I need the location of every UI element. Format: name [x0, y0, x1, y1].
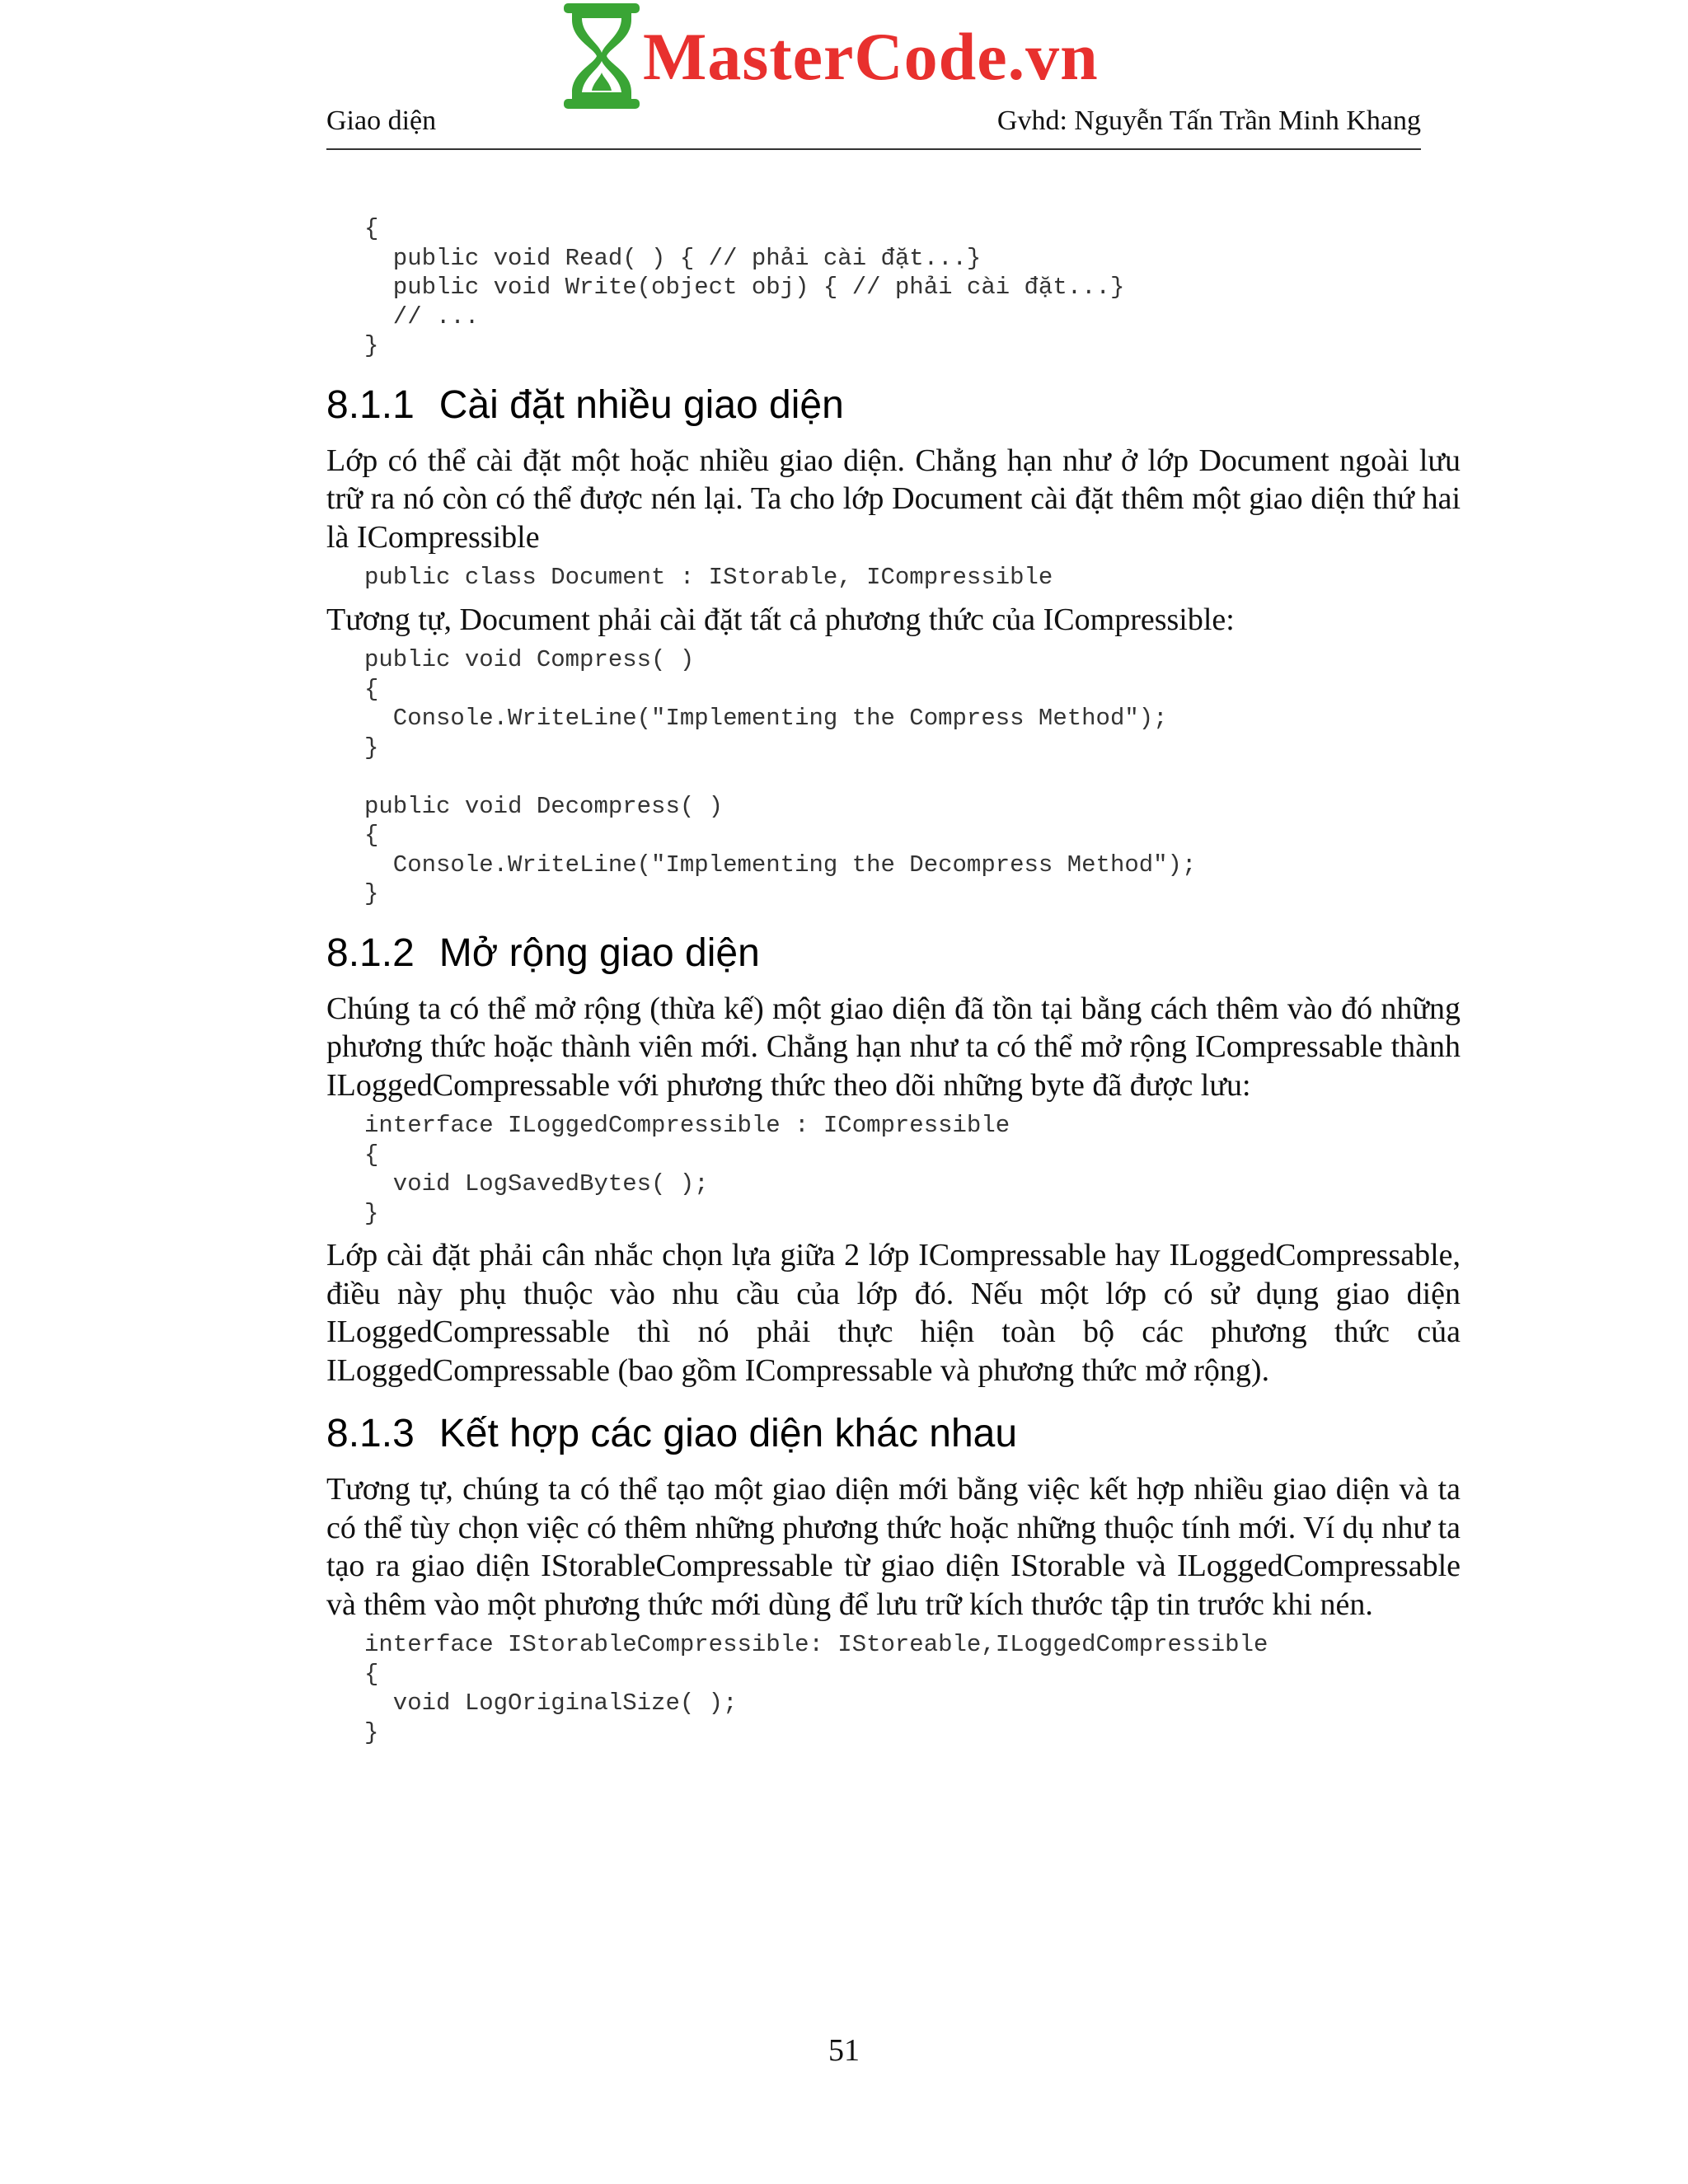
code-block: interface IStorableCompressible: IStoreable,ILoggedCompressible { void LogOriginalSize( ); } — [364, 1631, 1268, 1746]
paragraph: Tương tự, chúng ta có thể tạo một giao diện mới bằng việc kết hợp nhiều giao diện và ta có thể tùy chọn việc có thêm những phương thức hoặc những thuộc tính mới. Ví dụ như ta tạo ra giao diện IStorableCompressable từ giao diện IStorable và ILoggedCompressable và thêm vào một phương thức mới dùng để lưu trữ kích thước tập tin trước khi nén. — [326, 1472, 1461, 1622]
hourglass-icon — [560, 2, 643, 110]
code-block: public class Document : IStorable, ICompressible — [364, 564, 1053, 591]
paragraph: Lớp có thể cài đặt một hoặc nhiều giao diện. Chẳng hạn như ở lớp Document ngoài lưu trữ ra nó còn có thể được nén lại. Ta cho lớp Document cài đặt thêm một giao diện thứ hai là ICompressible — [326, 443, 1461, 555]
section-heading-8-1-3 — [326, 1409, 1461, 1459]
section-heading-8-1-1 — [326, 381, 1461, 430]
paragraph: Chúng ta có thể mở rộng (thừa kế) một giao diện đã tồn tại bằng cách thêm vào đó những phương thức hoặc thành viên mới. Chẳng hạn như ta có thể mở rộng ICompressable thành ILoggedCompressable với phương thức theo dõi những byte đã được lưu: — [326, 991, 1461, 1103]
code-block: interface ILoggedCompressible : ICompressible { void LogSavedBytes( ); } — [364, 1112, 1010, 1227]
section-number: 8.1.3 — [326, 1412, 415, 1455]
section-title: Kết hợp các giao diện khác nhau — [438, 1412, 1018, 1455]
code-block: public void Compress( ) { Console.WriteLine("Implementing the Compress Method"); } public void Decompress( ) { Console.WriteLine("Implementing the Decompress Method"); } — [364, 646, 1197, 907]
header-divider — [326, 148, 1421, 150]
paragraph: Tương tự, Document phải cài đặt tất cả phương thức của ICompressible: — [326, 602, 1235, 637]
section-title: Cài đặt nhiều giao diện — [438, 382, 844, 427]
section-title: Mở rộng giao diện — [438, 930, 760, 975]
page-content — [326, 214, 1461, 1747]
page-number: 51 — [828, 2033, 860, 2068]
header-instructor: Gvhd: Nguyễn Tấn Trần Minh Khang — [996, 105, 1421, 136]
section-number: 8.1.1 — [326, 382, 415, 427]
header-chapter: Giao diện — [326, 105, 437, 136]
logo-text: MasterCode.vn — [643, 19, 1099, 94]
section-heading-8-1-2 — [326, 929, 1461, 978]
section-number: 8.1.2 — [326, 930, 415, 975]
paragraph: Lớp cài đặt phải cân nhắc chọn lựa giữa 2 lớp ICompressable hay ILoggedCompressable, điều này phụ thuộc vào nhu cầu của lớp đó. Nếu một lớp có sử dụng giao diện ILoggedCompressable thì nó phải thực hiện toàn bộ các phương thức của ILoggedCompressable (bao gồm ICompressable và phương thức mở rộng). — [326, 1238, 1461, 1388]
code-block-top: { public void Read( ) { // phải cài đặt...} public void Write(object obj) { // phải cài đặt...} // ... } — [364, 215, 1125, 359]
